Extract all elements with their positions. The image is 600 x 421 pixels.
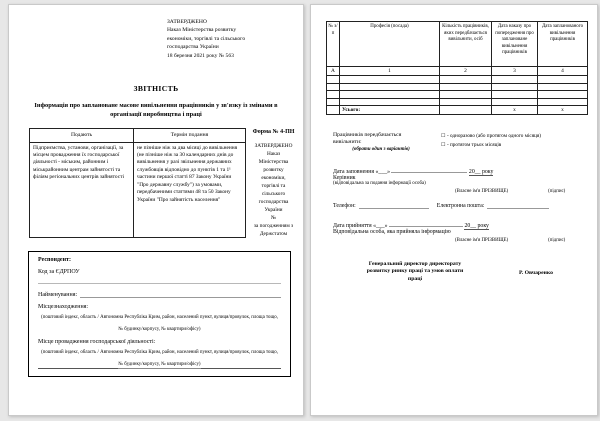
form-approval-line: Наказ Міністерства — [258, 151, 289, 166]
empty-cell — [340, 76, 440, 84]
accept-date-year: 20__ року — [464, 222, 489, 229]
index-cell: А — [327, 67, 340, 76]
empty-cell — [492, 83, 538, 91]
fill-date-line — [333, 166, 587, 175]
head-hint: (відповідальна за подання інформації особа) — [333, 180, 426, 186]
form-approval-line: Держстатом — [259, 230, 288, 237]
empty-cell — [440, 76, 492, 84]
phone-blank — [359, 202, 429, 209]
address-hint-line: (поштовий індекс, область / Автономна Республіка Крим, район, населений пункт, вулиця/провулок, площа тощо, — [41, 350, 278, 356]
approval-line: Наказ Міністерства розвитку — [167, 27, 237, 34]
approval-line: 18 березня 2021 року № 563 — [167, 52, 234, 59]
report-title: ЗВІТНІСТЬ — [133, 83, 179, 93]
responsible-person-label: Відповідальна особа, яка прийняла інформацію — [333, 228, 451, 235]
col-count-header: Кількість працівників, яких передбачається вивільнити, осіб — [440, 22, 492, 67]
signature-hints-row — [333, 238, 587, 243]
release-option-three-months: ☐ - протягом трьох місяців — [441, 142, 502, 149]
empty-cell — [538, 76, 588, 84]
empty-data-row — [327, 83, 588, 91]
report-subtitle: Інформація про заплановане масове вивільнення працівників у зв'язку із змінами в організації виробництва і праці — [34, 101, 278, 118]
location-label: Місцезнаходження: — [38, 304, 89, 311]
name-surname-hint: (Власне ім'я ПРІЗВИЩЕ) — [455, 188, 509, 194]
empty-cell — [440, 98, 492, 106]
edrpou-label: Код за ЄДРПОУ — [38, 269, 80, 276]
accept-date-blank — [389, 220, 463, 227]
col-number-header: № з/п — [327, 22, 340, 67]
phone-label: Телефон: — [333, 202, 356, 209]
email-blank — [487, 202, 549, 209]
release-label: Працівників передбачається вивільнити: — [333, 132, 402, 145]
form-approval-line: за погодженням з — [253, 222, 294, 229]
release-hint: (обрати один з варіантів) — [352, 146, 410, 152]
edrpou-blank-line — [38, 283, 281, 284]
form-approval-line: господарства України — [258, 198, 289, 213]
respondent-title: Респондент: — [38, 257, 71, 264]
form-approval-line: торгівлі та сільського — [261, 182, 286, 197]
layoff-table-header-row — [327, 22, 588, 67]
approval-line: економіки, торгівлі та сільського — [167, 35, 246, 42]
form-number-label: Форма № 4-ПН — [252, 129, 295, 136]
form-approval-line: розвитку економіки, — [261, 167, 286, 181]
name-surname-hint: (Власне ім'я ПРІЗВИЩЕ) — [455, 237, 509, 243]
col-release-date-header: Дата запланованого вивільнення працівників — [538, 22, 588, 67]
submission-table — [29, 128, 246, 238]
name-blank-line — [80, 291, 281, 298]
release-label-block — [333, 132, 429, 153]
deadline-header: Термін подання — [134, 129, 246, 142]
page-1 — [8, 4, 304, 416]
deadline-cell: не пізніше ніж за два місяці до вивільнення (не пізніше ніж за 30 календарних днів до вивільнення у разі звільнення державних службовців відповідно до пунктів 1 та 1¹ частини першої статті 87 Закону України "Про державну службу") за умовами, передбаченими статтями 48 та 50 Закону України "Про зайнятість населення" — [134, 142, 246, 238]
empty-cell — [440, 83, 492, 91]
empty-cell — [327, 91, 340, 99]
index-cell: 2 — [440, 67, 492, 76]
form-approval-line: ЗАТВЕРДЖЕНО — [254, 143, 293, 150]
empty-cell — [440, 106, 492, 115]
column-index-row — [327, 67, 588, 76]
fill-date-year: 20__ року — [468, 168, 494, 175]
empty-cell — [492, 76, 538, 84]
official-position: Генеральний директор директорату розвитку ринку праці та умов оплати праці — [366, 260, 464, 283]
empty-cell — [492, 91, 538, 99]
fill-date-blank — [391, 166, 467, 173]
signature-hint: (підпис) — [548, 237, 566, 243]
business-place-label: Місце провадження господарської діяльності: — [38, 339, 156, 346]
head-label: Керівник — [333, 174, 356, 181]
accept-date-line — [333, 220, 587, 229]
total-label: Усього: — [340, 106, 440, 115]
form-approval-line: № — [270, 214, 277, 221]
name-row — [38, 291, 281, 298]
contacts-row — [333, 202, 587, 209]
empty-data-row — [327, 91, 588, 99]
fill-in-section — [333, 166, 587, 243]
index-cell: 1 — [340, 67, 440, 76]
empty-cell — [538, 83, 588, 91]
empty-cell — [327, 98, 340, 106]
release-option-once: ☐ - одноразово (або протягом одного місяця) — [441, 133, 541, 139]
submission-table-header-row — [30, 129, 246, 142]
empty-cell — [538, 91, 588, 99]
layoff-table — [326, 21, 588, 115]
empty-cell — [538, 98, 588, 106]
submitters-header: Подають — [30, 129, 134, 142]
address-hint-line: № будинку/корпусу, № квартири/офісу) — [118, 326, 201, 332]
release-options-section — [333, 132, 597, 153]
address-hint-line: (поштовий індекс, область / Автономна Республіка Крим, район, населений пункт, вулиця/провулок, площа тощо, — [41, 315, 278, 321]
release-options — [441, 132, 541, 153]
respondent-box — [28, 251, 291, 377]
submitters-cell: Підприємства, установи, організації, за місцем провадження їх господарської діяльності - міським, районним і міськрайонним центрам зайнятості та філіям регіональних центрів зайнятості — [30, 142, 134, 238]
email-label: Електронна пошта: — [436, 202, 485, 209]
empty-cell — [340, 91, 440, 99]
address-hint-line-underlined: № будинку/корпусу, № квартири/офісу) — [38, 362, 281, 370]
empty-data-row — [327, 98, 588, 106]
signature-hint: (підпис) — [548, 188, 566, 194]
name-label: Найменування: — [38, 292, 78, 299]
total-x-cell: х — [492, 106, 538, 115]
signature-hints-row — [333, 189, 587, 194]
empty-cell — [327, 76, 340, 84]
empty-cell — [327, 106, 340, 115]
col-order-date-header: Дата наказу про попередження про заплановане вивільнення працівників — [492, 22, 538, 67]
footer-signature-block — [363, 261, 587, 284]
form-approval-block — [252, 143, 295, 238]
total-x-cell: х — [538, 106, 588, 115]
index-cell: 4 — [538, 67, 588, 76]
empty-cell — [340, 98, 440, 106]
total-row — [327, 106, 588, 115]
submission-table-body-row — [30, 142, 246, 238]
form-number-block — [252, 128, 295, 238]
empty-data-row — [327, 76, 588, 84]
approval-line: ЗАТВЕРДЖЕНО — [167, 19, 207, 25]
empty-cell — [327, 83, 340, 91]
fill-date-label: Дата заповнення «___» — [333, 168, 391, 175]
submission-row — [29, 128, 295, 238]
approval-line: господарства України — [167, 44, 219, 51]
accept-date-label: Дата прийняття «___» — [333, 222, 388, 229]
col-profession-header: Професія (посада) — [340, 22, 440, 67]
approval-block — [167, 18, 287, 60]
page-2 — [310, 4, 598, 416]
empty-cell — [440, 91, 492, 99]
empty-cell — [340, 83, 440, 91]
empty-cell — [492, 98, 538, 106]
index-cell: 3 — [492, 67, 538, 76]
official-name: Р. Овчаренко — [519, 269, 553, 276]
